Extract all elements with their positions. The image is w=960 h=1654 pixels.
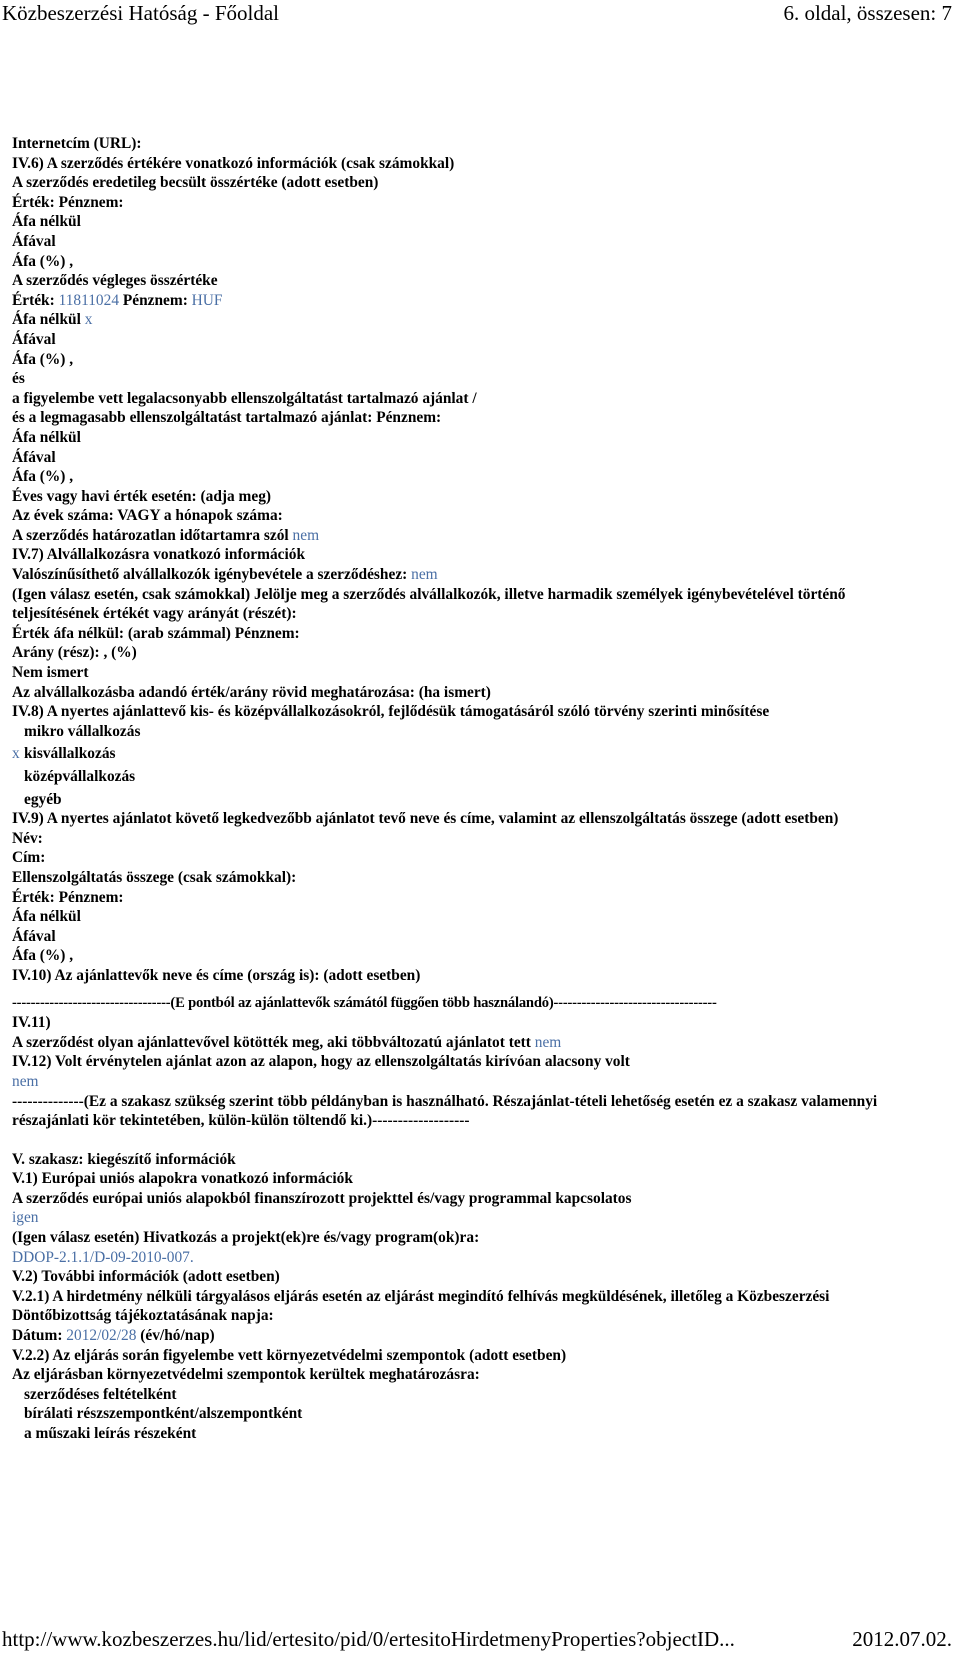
- separator-line: ----------------------------------(E pontból az ajánlattevők számától függően több használandó)-----------------------------------: [12, 994, 717, 1011]
- section-iv12-heading: IV.12) Volt érvénytelen ajánlat azon az alapon, hogy az ellenszolgáltatás kirívóan alacsony volt: [12, 1053, 630, 1071]
- text-line: és a legmagasabb ellenszolgáltatást tartalmazó ajánlat: Pénznem:: [12, 409, 442, 427]
- section-v21-heading: V.2.1) A hirdetmény nélküli tárgyalásos eljárás esetén az eljárást megindító felhívás megküldésének, illetőleg a Közbeszerzési Döntőbizottság tájékoztatásának napja:: [12, 1287, 830, 1325]
- final-value: 11811024: [58, 291, 120, 309]
- text-line: Áfával: [12, 448, 56, 466]
- text-line: (Igen válasz esetén) Hivatkozás a projekt(ek)re és/vagy program(ok)ra:: [12, 1229, 480, 1247]
- text-line: Áfa (%) ,: [12, 252, 74, 270]
- text-line: A szerződés európai uniós alapokból finanszírozott projekttel és/vagy programmal kapcsolatos: [12, 1189, 632, 1207]
- variant-offer-line: [12, 1033, 927, 1053]
- item-label: kisvállalkozás: [24, 745, 116, 763]
- text-paragraph: (Igen válasz esetén, csak számokkal) Jelölje meg a szerződés alvállalkozók, illetve harmadik személyek igénybevételével történő teljesítésének értékét vagy arányát (részét):: [12, 585, 846, 623]
- environment-criterion: a műszaki leírás részeként: [24, 1425, 197, 1442]
- text-line: Éves vagy havi érték esetén: (adja meg): [12, 487, 272, 505]
- label: Érték:: [12, 291, 59, 309]
- text-line: Érték áfa nélkül: (arab számmal) Pénznem:: [12, 624, 300, 642]
- text-line: Áfa nélkül: [12, 908, 81, 926]
- vat-line: [12, 310, 927, 330]
- subcontractor-line: [12, 565, 927, 585]
- date-line: [12, 1326, 927, 1346]
- document-body: [12, 134, 927, 1444]
- text-line: Áfa (%) ,: [12, 947, 74, 965]
- label: A szerződést olyan ajánlattevővel kötötték meg, aki többváltozatú ajánlatot tett: [12, 1033, 535, 1051]
- check-mark: x: [12, 745, 20, 763]
- page-indicator: 6. oldal, összesen: 7: [783, 1, 952, 25]
- header-title: Közbeszerzési Hatóság - Főoldal: [2, 1, 279, 25]
- label: Áfa nélkül: [12, 311, 85, 329]
- spacer: [12, 1131, 927, 1150]
- text-line: Ellenszolgáltatás összege (csak számokkal):: [12, 868, 297, 886]
- text-line: A szerződés végleges összértéke: [12, 272, 218, 290]
- answer-value: nem: [534, 1033, 562, 1051]
- text-line: Név:: [12, 829, 43, 847]
- text-line: Áfa (%) ,: [12, 468, 74, 486]
- text-line: Áfával: [12, 330, 56, 348]
- text-line: és: [12, 370, 25, 388]
- item-label: középvállalkozás: [24, 768, 136, 785]
- text-line: A szerződés eredetileg becsült összértéke (adott esetben): [12, 174, 379, 192]
- label: (év/hó/nap): [136, 1327, 215, 1345]
- indefinite-line: [12, 526, 927, 546]
- text-line: Áfával: [12, 927, 56, 945]
- text-line: Áfa (%) ,: [12, 350, 74, 368]
- final-value-line: [12, 291, 927, 311]
- answer-value: nem: [411, 566, 438, 584]
- item-label: egyéb: [24, 790, 62, 808]
- text-line: Áfa nélkül: [12, 213, 81, 231]
- footer-date: 2012.07.02.: [852, 1627, 952, 1651]
- classification-item: [12, 767, 927, 787]
- answer-value: nem: [12, 1072, 39, 1090]
- currency-value: HUF: [191, 291, 223, 309]
- text-line: Áfával: [12, 232, 56, 250]
- section-v2-heading: V.2) További információk (adott esetben): [12, 1268, 280, 1286]
- date-value: 2012/02/28: [66, 1327, 137, 1345]
- label: Dátum:: [12, 1327, 67, 1345]
- text-line: Nem ismert: [12, 664, 89, 682]
- check-mark: x: [84, 311, 93, 329]
- url-label: Internetcím (URL):: [12, 135, 142, 152]
- text-line: Érték: Pénznem:: [12, 888, 124, 906]
- section-v1-heading: V.1) Európai uniós alapokra vonatkozó információk: [12, 1170, 353, 1188]
- label: A szerződés határozatlan időtartamra szól: [12, 526, 293, 544]
- section-iv8-heading: IV.8) A nyertes ajánlattevő kis- és középvállalkozásokról, fejlődésük támogatásáról szóló törvény szerinti minősítése: [12, 703, 770, 721]
- classification-item: [12, 722, 927, 742]
- separator-note: --------------(Ez a szakasz szükség szerint több példányban is használható. Részajánlat-tételi lehetőség esetén ez a szakasz valamennyi részajánlati kör tekintetében, külön-külön töltendő ki.)-------------------: [12, 1092, 878, 1130]
- section-iv9-heading: IV.9) A nyertes ajánlatot követő legkedvezőbb ajánlatot tevő neve és címe, valamint az ellenszolgáltatás összege (adott esetben): [12, 810, 839, 828]
- label: Valószínűsíthető alvállalkozók igénybevétele a szerződéshez:: [12, 566, 412, 584]
- section-iv6-heading: IV.6) A szerződés értékére vonatkozó információk (csak számokkal): [12, 154, 455, 172]
- classification-item: [12, 790, 927, 810]
- section-v22-heading: V.2.2) Az eljárás során figyelembe vett környezetvédelmi szempontok (adott esetben): [12, 1346, 567, 1364]
- environment-criterion: bírálati részszempontként/alszempontként: [24, 1405, 303, 1423]
- text-line: Az évek száma: VAGY a hónapok száma:: [12, 507, 283, 525]
- text-line: Áfa nélkül: [12, 428, 81, 446]
- section-v-heading: V. szakasz: kiegészítő információk: [12, 1150, 236, 1168]
- classification-item: [12, 744, 927, 764]
- label: Pénznem:: [119, 291, 192, 309]
- project-reference: DDOP-2.1.1/D-09-2010-007.: [12, 1248, 194, 1266]
- answer-value: igen: [12, 1209, 39, 1227]
- text-line: Cím:: [12, 849, 46, 867]
- text-line: Arány (rész): , (%): [12, 644, 137, 662]
- text-line: Az eljárásban környezetvédelmi szempontok kerültek meghatározásra:: [12, 1366, 480, 1384]
- spacer: [12, 986, 927, 994]
- section-iv11-heading: IV.11): [12, 1014, 51, 1032]
- section-iv7-heading: IV.7) Alvállalkozásra vonatkozó információk: [12, 546, 305, 564]
- text-line: Az alvállalkozásba adandó érték/arány rövid meghatározása: (ha ismert): [12, 683, 491, 701]
- environment-criterion: szerződéses feltételként: [24, 1385, 177, 1403]
- item-label: mikro vállalkozás: [24, 722, 141, 740]
- text-line: a figyelembe vett legalacsonyabb ellenszolgáltatást tartalmazó ajánlat /: [12, 389, 477, 407]
- answer-value: nem: [292, 526, 320, 544]
- footer-url: http://www.kozbeszerzes.hu/lid/ertesito/pid/0/ertesitoHirdetmenyProperties?objectID...: [2, 1627, 735, 1651]
- text-line: Érték: Pénznem:: [12, 193, 124, 211]
- section-iv10-heading: IV.10) Az ajánlattevők neve és címe (ország is): (adott esetben): [12, 966, 421, 984]
